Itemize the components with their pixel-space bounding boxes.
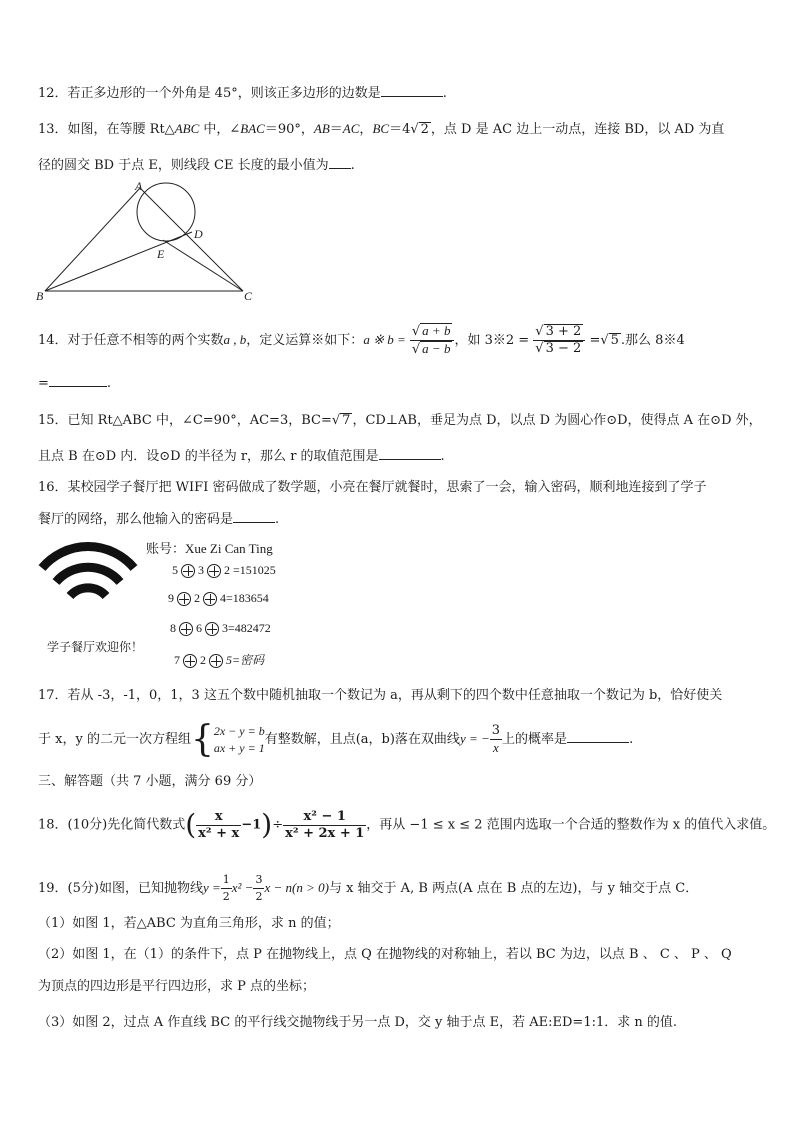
wifi-equation-1	[172, 563, 276, 578]
wifi-equation-2	[168, 591, 269, 606]
question-19-part-2-line2: 为顶点的四边形是平行四边形，求 P 点的坐标；	[38, 979, 316, 994]
q17-answer-blank[interactable]	[567, 730, 629, 743]
question-15-line2	[38, 447, 445, 466]
q14-def-fraction: $\frac{√ a + b}{√ a - b}$	[410, 323, 455, 358]
q17-end: .	[629, 732, 634, 747]
eq1-a: 5	[172, 563, 178, 577]
q13-text-a: 13．如图，在等腰 Rt△	[38, 122, 175, 137]
q17-text-line1: 17．若从 -3，-1，0，1，3 这五个数中随机抽取一个数记为 a，再从剩下的四个数中任意抽取一个数记为 b，恰好使关	[38, 688, 723, 703]
eq4-a: 7	[174, 653, 180, 667]
question-16-line1	[38, 479, 706, 497]
oplus-icon	[203, 592, 217, 606]
label-d: D	[194, 227, 203, 241]
q14-end: .	[106, 376, 112, 391]
eq3-a: 8	[170, 621, 176, 635]
section-3-heading: 三、解答题（共 7 小题，满分 69 分）	[38, 774, 262, 789]
q13-bac: BAC	[240, 121, 265, 136]
q13-sqrt-2: 2	[420, 122, 429, 137]
q17-text-c: 上的概率是	[502, 732, 568, 747]
q16-text-line2: 餐厅的网络，那么他输入的密码是	[38, 512, 234, 527]
label-c: C	[244, 289, 253, 303]
q17-hyp-den: x	[493, 740, 499, 755]
q19-mid-1: x² −	[231, 880, 254, 895]
q14-text-b: ，定义运算※如下：	[246, 333, 364, 348]
q17-eq1: 2x − y = b	[213, 723, 265, 738]
oplus-icon	[183, 654, 197, 668]
oplus-icon	[209, 654, 223, 668]
q19-prefix: 19．(5分)如图，已知抛物线	[38, 881, 203, 896]
question-19-part-3: （3）如图 2，过点 A 作直线 BC 的平行线交抛物线于另一点 D，交 y 轴于点 E，若 AE:ED=1:1．求 n 的值.	[38, 1015, 678, 1030]
q14-ex-den: 3 − 2	[545, 341, 582, 356]
oplus-icon	[205, 622, 219, 636]
q17-hyperbola-fraction	[490, 723, 502, 756]
q17-eq2: ax + y = 1	[213, 740, 265, 755]
q18-paren-left: (	[185, 808, 197, 841]
q13-text-l: ，点 D 是 AC 边上一动点，连接 BD，以 AD 为直	[430, 122, 725, 137]
q18-fraction-1	[196, 809, 241, 842]
q19-eq-lhs: y =	[202, 880, 221, 895]
q14-text-a: 14．对于任意不相等的两个实数	[38, 333, 224, 348]
q19-c1-num: 1	[221, 872, 232, 889]
question-14-line1: 14．对于任意不相等的两个实数a , b，定义运算※如下：a ※ b = $\frac{√ a + b}{√ a - b}$ ，如 3※2 = $\frac{√ 3 + 2}{√ 3 - 2}$ =√ 5 .那么 8※4	[38, 323, 685, 357]
q14-def-lhs: a ※ b =	[363, 332, 406, 347]
oplus-icon	[179, 622, 193, 636]
q18-divide: ÷	[272, 817, 284, 833]
q13-text-c: 中，∠	[199, 122, 241, 137]
q14-ex-eq: =	[589, 333, 601, 348]
segment-ab	[45, 188, 140, 291]
q17-hyp-num: 3	[491, 723, 501, 738]
q13-answer-blank[interactable]	[329, 156, 351, 169]
question-19-part-1: （1）如图 1，若△ABC 为直角三角形，求 n 的值；	[38, 916, 340, 931]
label-e: E	[157, 247, 165, 261]
q19-mid-2: x − n(n > 0)	[264, 880, 329, 895]
q15-text-b: ，CD⊥AB，垂足为点 D，以点 D 为圆心作⊙D，使得点 A 在⊙D 外，	[352, 413, 762, 428]
q13-ab: AB	[313, 121, 330, 136]
q13-text-i: ，	[359, 122, 373, 137]
question-13-line1: 13．如图，在等腰 Rt△ABC 中，∠BAC＝90°，AB＝AC，BC＝4√ 2 ，点 D 是 AC 边上一动点，连接 BD，以 AD 为直	[38, 121, 725, 137]
eq4-c: 5=密码	[226, 653, 265, 667]
q16-end: .	[275, 512, 280, 527]
q13-text-g: ＝	[329, 122, 343, 137]
q19-c1-den: 2	[222, 890, 230, 903]
q15-text-line2: 且点 B 在⊙D 内．设⊙D 的半径为 r，那么 r 的取值范围是	[38, 449, 379, 464]
q19-coef-1	[221, 872, 232, 905]
q19-coef-2	[253, 872, 264, 905]
q17-text-a: 于 x，y 的二元一次方程组	[38, 732, 191, 747]
wifi-equation-4	[174, 651, 264, 668]
q12-text: 12．若正多边形的一个外角是 45°，则该正多边形的边数是	[38, 86, 381, 101]
question-16-line2	[38, 510, 279, 529]
question-13-line2	[38, 156, 355, 175]
wifi-account: 账号：Xue Zi Can Ting	[146, 541, 273, 556]
q13-text-e: ＝90°，	[264, 122, 314, 137]
q18-minus-one: −1	[241, 817, 262, 833]
q14-line2-prefix: =	[38, 376, 49, 391]
q14-def-den: a − b	[422, 341, 451, 356]
question-18	[38, 802, 775, 848]
q12-answer-blank[interactable]	[381, 84, 443, 97]
q12-end: .	[442, 86, 447, 101]
q18-suffix: ，再从 −1 ≤ x ≤ 2 范围内选取一个合适的整数作为 x 的值代入求值。	[366, 817, 776, 833]
q19-c2-den: 2	[255, 890, 263, 903]
q14-text-d: .那么 8※4	[620, 333, 685, 348]
q18-fraction-2	[283, 809, 366, 842]
q13-text-line2: 径的圆交 BD 于点 E，则线段 CE 长度的最小值为	[38, 158, 329, 173]
q16-answer-blank[interactable]	[233, 510, 275, 523]
q14-ex-result: 5	[610, 333, 619, 348]
q18-frac1-num: x	[196, 809, 241, 826]
oplus-icon	[177, 592, 191, 606]
wifi-icon	[36, 540, 140, 610]
q16-text-line1: 16．某校园学子餐厅把 WIFI 密码做成了数学题，小亮在餐厅就餐时，思索了一会，输入密码，顺利地连接到了学子	[38, 480, 707, 495]
q17-hyperbola-lhs: y = −	[459, 731, 490, 746]
q13-figure	[30, 178, 270, 308]
q13-end: .	[350, 158, 355, 173]
q13-bc: BC	[372, 121, 390, 136]
q17-brace: {	[190, 718, 214, 760]
eq4-b: 2	[200, 653, 206, 667]
q18-paren-right: )	[261, 808, 273, 841]
q18-frac2-den: x² + 2x + 1	[285, 825, 365, 841]
question-12	[38, 84, 447, 103]
eq3-c: 3=482472	[222, 621, 271, 635]
eq2-c: 4=183654	[220, 591, 269, 605]
q14-vars: a , b	[223, 332, 247, 347]
q18-frac1-den: x² + x	[198, 825, 240, 841]
segment-ce	[163, 240, 243, 291]
q13-abc: ABC	[174, 121, 200, 136]
q14-def-num: a + b	[422, 323, 451, 338]
q14-text-c: ，如 3※2 =	[454, 333, 530, 348]
question-19-part-2-line1: （2）如图 1，在（1）的条件下，点 P 在抛物线上，点 Q 在抛物线的对称轴上，若以 BC 为边，以点 B 、 C 、 P 、 Q	[38, 947, 732, 962]
wifi-equation-3	[170, 621, 271, 636]
eq2-a: 9	[168, 591, 174, 605]
eq1-b: 3	[198, 563, 204, 577]
question-14-line2	[38, 374, 111, 393]
q15-end: .	[440, 449, 445, 464]
q17-text-b: 有整数解，且点(a，b)落在双曲线	[264, 732, 460, 747]
q13-ac: AC	[342, 121, 360, 136]
q15-answer-blank[interactable]	[379, 447, 441, 460]
question-19-stem	[38, 870, 698, 906]
q17-system	[214, 723, 265, 757]
label-b: B	[36, 289, 44, 303]
q19-suffix: 与 x 轴交于 A, B 两点(A 点在 B 点的左边)，与 y 轴交于点 C．	[328, 881, 699, 896]
q14-example-fraction: $\frac{√ 3 + 2}{√ 3 - 2}$	[533, 324, 585, 357]
eq1-c: 2 =151025	[224, 563, 276, 577]
question-17-line2	[38, 716, 633, 762]
question-15-line1: 15．已知 Rt△ABC 中，∠C=90°，AC=3，BC=√ 7 ，CD⊥AB，垂足为点 D，以点 D 为圆心作⊙D，使得点 A 在⊙D 外，	[38, 413, 762, 428]
q15-text-a: 15．已知 Rt△ABC 中，∠C=90°，AC=3，BC=	[38, 413, 332, 428]
q14-answer-blank[interactable]	[49, 374, 107, 387]
q13-text-k: ＝4	[389, 122, 411, 137]
question-17-line1	[38, 687, 722, 705]
label-a: A	[135, 179, 143, 193]
circle-ad	[137, 183, 195, 241]
eq2-b: 2	[194, 591, 200, 605]
oplus-icon	[207, 564, 221, 578]
wifi-welcome: 学子餐厅欢迎你！	[47, 640, 144, 654]
q18-prefix: 18．(10分)先化简代数式	[38, 817, 186, 833]
oplus-icon	[181, 564, 195, 578]
q15-sqrt-7: 7	[342, 413, 351, 428]
q18-frac2-num: x² − 1	[283, 809, 366, 826]
q14-ex-num: 3 + 2	[545, 324, 582, 339]
eq3-b: 6	[196, 621, 202, 635]
q19-c2-num: 3	[253, 872, 264, 889]
